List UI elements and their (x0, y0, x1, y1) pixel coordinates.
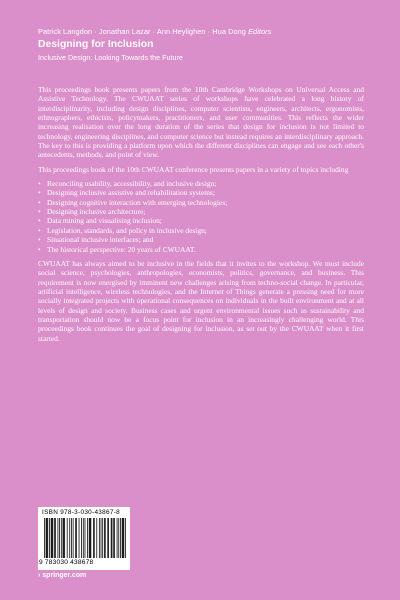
website-link[interactable]: › springer.com (38, 572, 87, 579)
topic-item: • Designing inclusive architecture; (38, 207, 364, 216)
topic-item: • Designing cognitive interaction with emerging technologies; (38, 198, 364, 207)
editors-role: Editors (248, 27, 272, 36)
blurb-paragraph-2: This proceedings book of the 10th CWUAAT conference presents papers in a variety of topics including (38, 164, 349, 174)
topic-item: • Designing inclusive assistive and rehabilitation systems; (38, 188, 364, 197)
topic-item: • Reconciling usability, accessibility, and inclusive design; (38, 179, 364, 188)
topic-item: • Situational inclusive interfaces; and (38, 235, 364, 244)
isbn-label: ISBN 978-3-030-43867-8 (42, 509, 121, 516)
blurb-paragraph-1: This proceedings book presents papers from the 10th Cambridge Workshops on Universal Access and Assistive Technology. The CWUAAT series of workshops have celebrated a long history of interdisciplinarity, including design disciplines, computer scientists, engineers, architects, ergonomists, ethnographers, ethicists, policymakers, practitioners, and user communities. This reflects the wider increasing realisation over the long duration of the series that design for inclusion is not limited to technology, engineering disciplines, and computer science but instead requires an interdisciplinary approach. The key to this is providing a platform upon which the different disciplines can engage and see each other's antecedents, methods, and point of view. (38, 85, 364, 160)
editors-line (38, 27, 378, 37)
cover-header (38, 27, 378, 63)
topic-list (38, 179, 364, 254)
book-title: Designing for Inclusion (38, 39, 154, 50)
topic-item: • Data mining and visualising inclusion; (38, 216, 364, 225)
blurb (38, 85, 364, 348)
blurb-paragraph-3: CWUAAT has always aimed to be inclusive in the fields that it invites to the workshop. We must include social science, psychologies, anthropologies, economists, politics, governance, and business. This requirement is now energised by imminent new challenges arising from techno-social change. In particular, artificial intelligence, wireless technologies, and the Internet of Things generate a pressing need for more socially integrated projects with operational consequences on individuals in the built environment and at all levels of design and society. Business cases and urgent environmental issues such as sustainability and transportation should now be a focus point for inclusion in an increasingly challenging world. This proceedings book continues the goal of designing for inclusion, as set out by the CWUAAT when it first started. (38, 258, 364, 343)
editors-names: Patrick Langdon · Jonathan Lazar · Ann Heylighen · Hua Dong (38, 27, 246, 36)
barcode-icon (44, 518, 126, 558)
barcode-digits: 9 783030 438678 (39, 559, 94, 566)
isbn-barcode-box (38, 507, 130, 570)
topic-item: • The historical perspective: 20 years of CWUAAT. (38, 245, 364, 254)
book-subtitle: Inclusive Design: Looking Towards the Future (38, 53, 183, 62)
topic-item: • Legislation, standards, and policy in inclusive design; (38, 226, 364, 235)
